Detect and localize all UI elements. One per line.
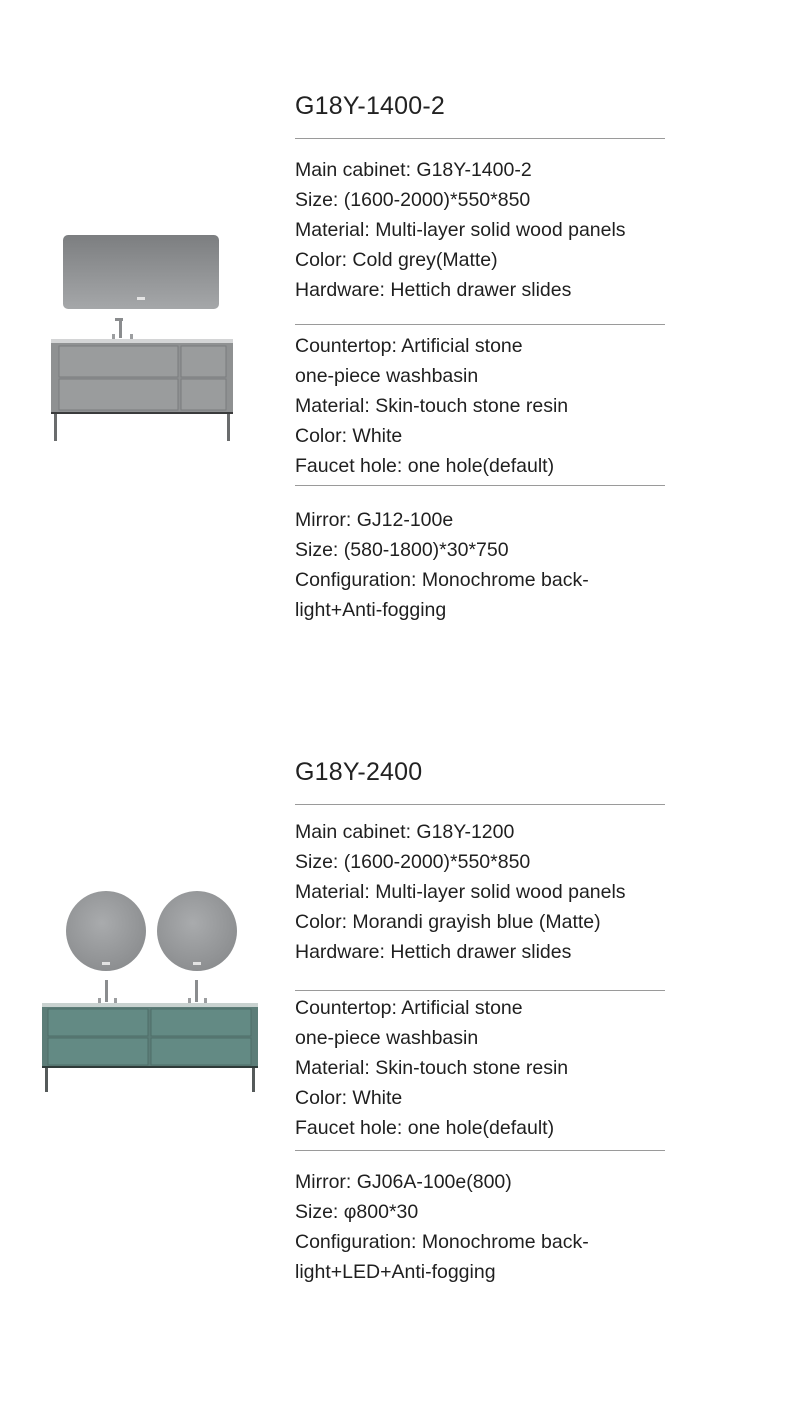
divider xyxy=(295,324,665,325)
spec-line: Countertop: Artificial stone xyxy=(295,997,523,1019)
round-mirror-icon xyxy=(66,891,146,971)
divider xyxy=(295,990,665,991)
countertop-spec-group xyxy=(295,993,695,1143)
spec-line: light+Anti-fogging xyxy=(295,599,447,621)
spec-line: Faucet hole: one hole(default) xyxy=(295,1117,555,1139)
cabinet-spec-group xyxy=(295,155,695,305)
spec-line: Configuration: Monochrome back- xyxy=(295,1231,589,1253)
divider xyxy=(295,138,665,139)
mirror-spec-group xyxy=(295,1167,695,1287)
spec-line: one-piece washbasin xyxy=(295,1027,479,1049)
spec-line: Main cabinet: G18Y-1400-2 xyxy=(295,159,532,181)
spec-line: Size: (1600-2000)*550*850 xyxy=(295,851,531,873)
spec-line: Color: White xyxy=(295,1087,403,1109)
spec-line: Color: White xyxy=(295,425,403,447)
spec-line: Size: φ800*30 xyxy=(295,1201,419,1223)
cabinet-icon xyxy=(51,339,233,441)
spec-line: Main cabinet: G18Y-1200 xyxy=(295,821,515,843)
vanity-illustration-double xyxy=(38,885,263,1100)
spec-line: Color: Cold grey(Matte) xyxy=(295,249,498,271)
spec-line: Size: (1600-2000)*550*850 xyxy=(295,189,531,211)
spec-line: Material: Multi-layer solid wood panels xyxy=(295,219,626,241)
faucet-icon xyxy=(112,318,133,339)
faucet-icon xyxy=(188,980,207,1003)
product-title: G18Y-1400-2 xyxy=(295,92,446,120)
cabinet-spec-group xyxy=(295,817,695,967)
divider xyxy=(295,804,665,805)
spec-line: Size: (580-1800)*30*750 xyxy=(295,539,509,561)
spec-line: Material: Skin-touch stone resin xyxy=(295,395,569,417)
spec-line: Hardware: Hettich drawer slides xyxy=(295,941,572,963)
spec-line: Mirror: GJ12-100e xyxy=(295,509,454,531)
spec-line: Color: Morandi grayish blue (Matte) xyxy=(295,911,601,933)
round-mirror-icon xyxy=(157,891,237,971)
rectangular-mirror-icon xyxy=(63,235,219,309)
spec-line: Countertop: Artificial stone xyxy=(295,335,523,357)
spec-line: Material: Skin-touch stone resin xyxy=(295,1057,569,1079)
countertop-spec-group xyxy=(295,331,695,481)
cabinet-icon xyxy=(42,1003,258,1092)
product-g18y-2400 xyxy=(0,700,790,1410)
spec-line: Material: Multi-layer solid wood panels xyxy=(295,881,626,903)
spec-line: Mirror: GJ06A-100e(800) xyxy=(295,1171,512,1193)
spec-line: light+LED+Anti-fogging xyxy=(295,1261,496,1283)
mirror-spec-group xyxy=(295,505,695,625)
product-title: G18Y-2400 xyxy=(295,758,423,786)
vanity-illustration-single xyxy=(45,225,245,450)
product-g18y-1400-2 xyxy=(0,0,790,700)
divider xyxy=(295,485,665,486)
spec-line: Configuration: Monochrome back- xyxy=(295,569,589,591)
spec-line: Faucet hole: one hole(default) xyxy=(295,455,555,477)
divider xyxy=(295,1150,665,1151)
spec-line: Hardware: Hettich drawer slides xyxy=(295,279,572,301)
spec-line: one-piece washbasin xyxy=(295,365,479,387)
faucet-icon xyxy=(98,980,117,1003)
